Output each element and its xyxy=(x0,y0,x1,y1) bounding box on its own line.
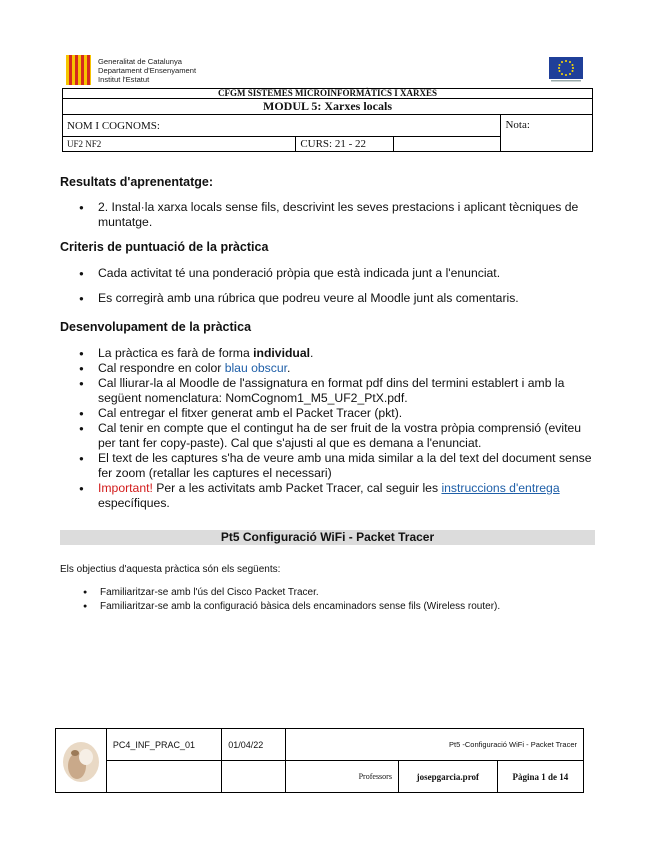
footer-empty-1 xyxy=(106,761,221,793)
results-list xyxy=(78,200,598,230)
objectives-list xyxy=(82,586,602,614)
name-field[interactable]: NOM I COGNOMS: xyxy=(63,115,501,137)
footer-empty-2 xyxy=(222,761,285,793)
org-line-2: Departament d'Ensenyament xyxy=(98,66,197,75)
list-item: ● El text de les captures s'ha de veure amb una mida similar a la del text del document sense fer zoom (retallar les captures el necessari) xyxy=(78,451,598,481)
footer-author: josepgarcia.prof xyxy=(398,761,497,793)
list-item: ● Es corregirà amb una rúbrica que podreu veure al Moodle junt als comentaris. xyxy=(78,291,598,306)
emphasis-individual: individual xyxy=(253,346,311,360)
important-label: Important! xyxy=(98,481,153,495)
footer-table xyxy=(55,728,584,793)
list-item: ● Important! Per a les activitats amb Packet Tracer, cal seguir les instruccions d'entrega específiques. xyxy=(78,481,598,511)
criteria-list xyxy=(78,266,598,306)
footer-logo-cell xyxy=(56,729,107,793)
results-heading: Resultats d'aprenentatge: xyxy=(60,175,214,189)
curs-label: CURS: 21 - 22 xyxy=(296,137,394,152)
footer-code: PC4_INF_PRAC_01 xyxy=(106,729,221,761)
blue-color-text: blau obscur xyxy=(224,361,288,375)
development-heading: Desenvolupament de la pràctica xyxy=(60,320,252,334)
objectives-intro: Els objectius d'aquesta pràctica són els següents: xyxy=(60,564,281,575)
list-item: ● Familiaritzar-se amb l'ús del Cisco Packet Tracer. xyxy=(82,586,602,600)
instructions-link[interactable]: instruccions d'entrega xyxy=(441,481,560,495)
catalonia-logo-icon xyxy=(66,55,91,85)
criteria-heading: Criteris de puntuació de la pràctica xyxy=(60,240,269,254)
curs-value xyxy=(393,137,501,152)
list-item: ● La pràctica es farà de forma individual. xyxy=(78,346,598,361)
eu-flag-icon xyxy=(549,57,583,83)
footer-date: 01/04/22 xyxy=(222,729,285,761)
list-item: ● Cal tenir en compte que el contingut ha de ser fruit de la vostra pròpia comprensió (eviteu per tant fer copy-paste). Cal que s'ajusti al que es demana a l'enunciat. xyxy=(78,421,598,451)
module-title: MODUL 5: Xarxes locals xyxy=(63,99,593,115)
footer-role: Professors xyxy=(285,761,398,793)
development-list xyxy=(78,346,598,511)
list-item: ● Familiaritzar-se amb la configuració bàsica dels encaminadors sense fils (Wireless router). xyxy=(82,600,602,614)
list-item: ● Cal lliurar-la al Moodle de l'assignatura en format pdf dins del termini establert i amb la següent nomenclatura: NomCognom1_M5_UF2_PtX.pdf. xyxy=(78,376,598,406)
org-line-1: Generalitat de Catalunya xyxy=(98,57,183,66)
course-title: CFGM SISTEMES MICROINFORMÀTICS I XARXES xyxy=(63,89,593,99)
institute-logo-icon xyxy=(59,735,103,785)
header-table xyxy=(62,88,593,152)
grade-field[interactable]: Nota: xyxy=(501,115,593,152)
org-line-3: Institut l'Estatut xyxy=(98,75,150,84)
organization-block xyxy=(98,57,196,84)
section-banner: Pt5 Configuració WiFi - Packet Tracer xyxy=(60,530,595,545)
list-item: ● Cal respondre en color blau obscur. xyxy=(78,361,598,376)
list-item: ● Cal entregar el fitxer generat amb el Packet Tracer (pkt). xyxy=(78,406,598,421)
list-item: ● 2. Instal·la xarxa locals sense fils, descrivint les seves prestacions i aplicant tècniques de muntatge. xyxy=(78,200,598,230)
uf-label: UF2 NF2 xyxy=(63,137,296,152)
footer-page: Pàgina 1 de 14 xyxy=(497,761,583,793)
list-item: ● Cada activitat té una ponderació pròpia que està indicada junt a l'enunciat. xyxy=(78,266,598,281)
footer-doc-title: Pt5 -Configuració WiFi - Packet Tracer xyxy=(285,729,583,761)
